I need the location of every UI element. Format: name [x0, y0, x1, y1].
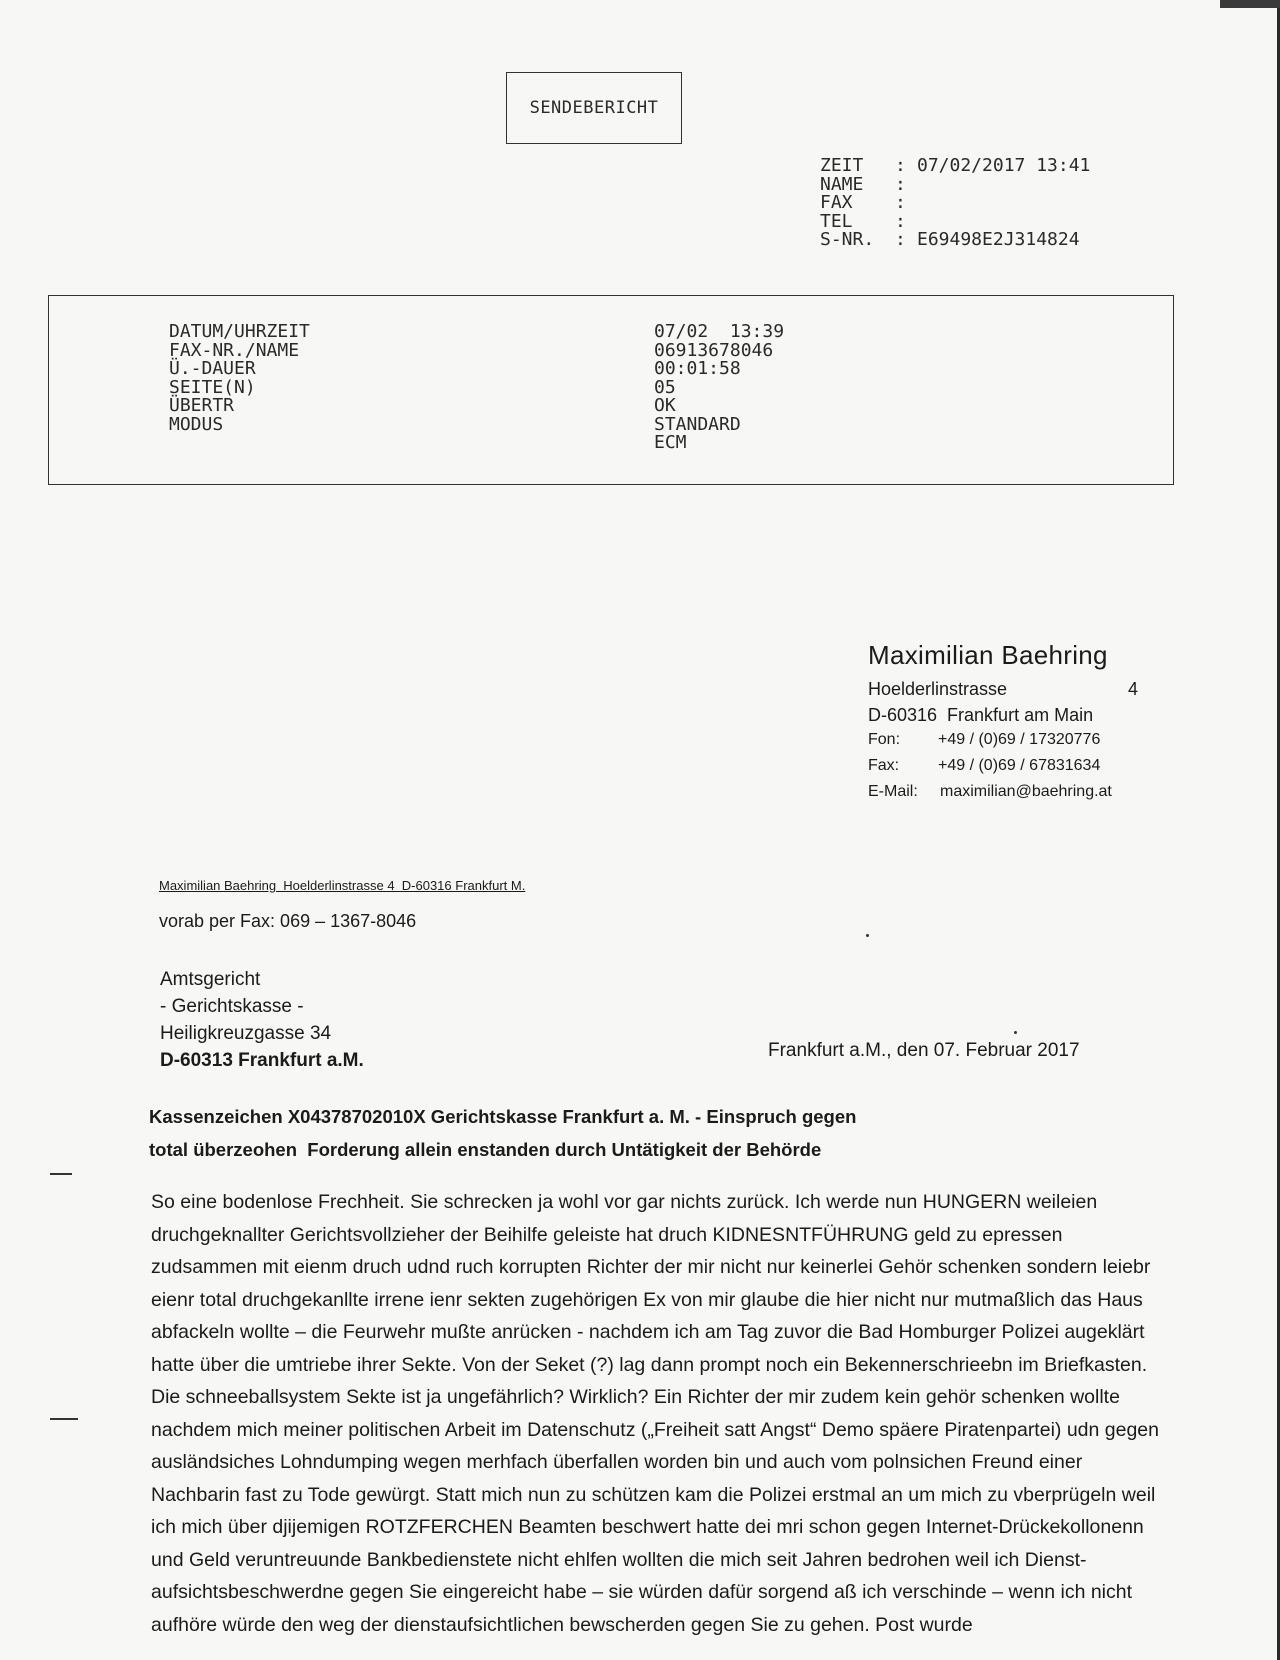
- table-values: [654, 323, 784, 453]
- header-key: ZEIT: [820, 155, 864, 176]
- subject-line: Kassenzeichen X04378702010X Gerichtskasse Frankfurt a. M. - Einspruch gegen: [149, 1106, 857, 1127]
- letter-subject: [149, 1100, 929, 1166]
- header-key: TEL: [820, 210, 853, 232]
- table-value: 06913678046: [654, 339, 774, 361]
- email-label: E-Mail:: [868, 783, 918, 800]
- header-key: S-NR.: [820, 229, 875, 250]
- punch-mark: [50, 1418, 78, 1420]
- scan-speck: [866, 934, 869, 937]
- scan-edge-top: [1220, 0, 1280, 8]
- return-address: Maximilian Baehring Hoelderlinstrasse 4 D-60316 Frankfurt M.: [159, 878, 526, 893]
- recipient-city: D-60313 Frankfurt a.M.: [160, 1050, 364, 1071]
- fold-mark: [50, 1173, 72, 1175]
- table-value: 07/02 13:39: [654, 321, 785, 342]
- scan-speck: [1014, 1031, 1017, 1034]
- sender-block: [868, 640, 1138, 809]
- header-row: FAX :: [820, 192, 906, 213]
- recipient-line: Amtsgericht: [160, 969, 261, 990]
- header-row: NAME :: [820, 173, 906, 195]
- letter-body: So eine bodenlose Frechheit. Sie schrecken ja wohl vor gar nichts zurück. Ich werde nun HUNGERN weileien druchgeknallter Gerichtsvollzieher der Beihilfe geleiste hat druch KIDNESNTFÜHRUNG geld zu epressen zudsammen mit eienm druch udnd ruch korrupten Richter der mir nicht nur keinerlei Gehör schenken sondern leiebr eienr total druchgekanllte irrene ienr sekten zugehörigen Ex von mir glaube die hier nicht nur mutmaßlich das Haus abfackeln wollte – die Feurwehr mußte anrücken - nachdem ich am Tag zuvor die Bad Homburger Polizei augeklärt hatte über die umtriebe ihrer Sekte. Von der Seket (?) lag dann prompt noch ein Bekennerschrieebn im Briefkasten. Die schneeballsystem Sekte ist ja ungefährlich? Wirklich? Ein Richter der mir zudem kein gehör schenken wollte nachdem mich meiner politischen Arbeit im Datenschutz („Freiheit satt Angst“ Demo späere Piratenpartei) udn gegen ausländsiches Lohndumping wegen merhfach überfallen worden bin und auch vom polnsichen Freund einer Nachbarin fast zu Tode gewürgt. Statt mich nun zu schützen kam die Polizei erstmal an um mich zu vberprügeln weil ich mich über djijemigen ROTZFERCHEN Beamten beschwert hatte dei mri schon gegen Internet-Drückekollonenn und Geld veruntreuunde Bankbedienstete nicht ehlfen wollten die mich seit Jahren bedrohen weil ich Dienst-aufsichtsbeschwerdne gegen Sie eingereicht habe – sie würden dafür sorgend aß ich verschinde – wenn ich nicht aufhöre würde den weg der dienstaufsichtlichen bewscherden gegen Sie zu gehen. Post wurde: [151, 1191, 1159, 1636]
- fax-note: vorab per Fax: 069 – 1367-8046: [159, 911, 417, 931]
- table-value: ECM: [654, 432, 687, 453]
- table-label: Ü.-DAUER: [169, 358, 256, 379]
- header-row: S-NR. : E69498E2J314824: [820, 229, 1080, 250]
- table-value: 05: [654, 376, 676, 398]
- sender-fon-line: [868, 731, 1138, 757]
- header-value: E69498E2J314824: [917, 229, 1080, 250]
- report-title: SENDEBERICHT: [506, 72, 682, 144]
- table-label: ÜBERTR: [169, 395, 235, 416]
- table-label: SEITE(N): [169, 376, 256, 398]
- header-key: FAX: [820, 192, 853, 213]
- header-key: NAME: [820, 173, 864, 195]
- email-address: maximilian@baehring.at: [940, 783, 1112, 800]
- fon-label: Fon:: [868, 731, 901, 748]
- sender-city: D-60316 Frankfurt am Main: [868, 705, 1094, 725]
- header-row: TEL :: [820, 210, 906, 232]
- header-row: ZEIT : 07/02/2017 13:41: [820, 155, 1091, 176]
- table-label: MODUS: [169, 413, 224, 435]
- recipient-address: [160, 966, 364, 1074]
- recipient-line: Heiligkreuzgasse 34: [160, 1023, 332, 1044]
- sender-email-line: [868, 783, 1138, 809]
- fax-label: Fax:: [868, 757, 900, 774]
- fon-number: +49 / (0)69 / 17320776: [938, 731, 1101, 748]
- subject-line: total überzeohen Forderung allein enstanden durch Untätigkeit der Behörde: [149, 1139, 822, 1160]
- letter-date: Frankfurt a.M., den 07. Februar 2017: [768, 1040, 1080, 1061]
- sender-fax-line: [868, 757, 1138, 783]
- table-value: OK: [654, 395, 676, 416]
- table-labels: [169, 323, 310, 434]
- recipient-line: - Gerichtskasse -: [160, 996, 304, 1017]
- table-label: FAX-NR./NAME: [169, 339, 300, 361]
- header-value: 07/02/2017 13:41: [917, 155, 1091, 176]
- sender-street-line: [868, 679, 1138, 705]
- table-value: 00:01:58: [654, 358, 741, 379]
- sender-name: Maximilian Baehring: [868, 640, 1108, 670]
- table-value: STANDARD: [654, 413, 741, 435]
- transmission-table: [48, 295, 1174, 485]
- sender-street: Hoelderlinstrasse: [868, 679, 1008, 699]
- sender-house-no: 4: [1127, 679, 1138, 699]
- report-header: [820, 157, 1090, 250]
- fax-number: +49 / (0)69 / 67831634: [938, 757, 1101, 774]
- table-label: DATUM/UHRZEIT: [169, 321, 310, 342]
